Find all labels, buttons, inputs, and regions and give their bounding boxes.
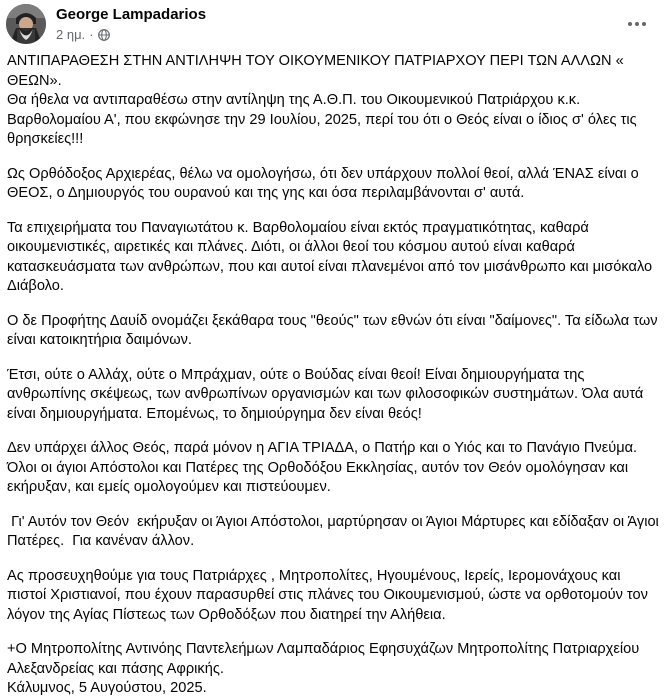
post-paragraph: Γι' Αυτόν τον Θεόν εκήρυξαν οι Άγιοι Απόστολοι, μαρτύρησαν οι Άγιοι Μάρτυρες και εδίδαξαν οι Άγιοι Πατέρες. Για κανέναν άλλον.	[7, 513, 663, 549]
post-paragraph: Δεν υπάρχει άλλος Θεός, παρά μόνον η ΑΓΙΑ ΤΡΙΑΔΑ, ο Πατήρ και ο Υιός και το Πανάγιο Πνεύμα.	[7, 440, 638, 456]
post-paragraph: Ας προσευχηθούμε για τους Πατριάρχες , Μητροπολίτες, Ηγουμένους, Ιερείς, Ιερομονάχους και πιστοί Χριστιανοί, που έχουν παρασυρθεί στις πλάνες του Οικουμενισμού, ώστε να ορθοτομούν τον λόγον της Αγίας Πίστεως των Ορθοδόξων που διατηρεί την Αλήθεια.	[7, 567, 648, 623]
post-title-line: ΑΝΤΙΠΑΡΑΘΕΣΗ ΣΤΗΝ ΑΝΤΙΛΗΨΗ ΤΟΥ ΟΙΚΟΥΜΕΝΙΚΟΥ ΠΑΤΡΙΑΡΧΟΥ ΠΕΡΙ ΤΩΝ ΑΛΛΩΝ « ΘΕΩΝ».	[7, 53, 624, 89]
post-body	[7, 52, 662, 699]
post-paragraph: Όλοι οι άγιοι Απόστολοι και Πατέρες της Ορθοδόξου Εκκλησίας, αυτόν τον Θεόν ομολόγησαν και εκήρυξαν, και εμείς ομολογούμεν και πιστεύουμεν.	[7, 459, 629, 495]
post-paragraph: Ως Ορθόδοξος Αρχιερέας, θέλω να ομολογήσω, ότι δεν υπάρχουν πολλοί θεοί, αλλά ΈΝΑΣ είναι ο ΘΕΟΣ, ο Δημιουργός του ουρανού και της γης και όσα περιλαμβάνονται σ' αυτά.	[7, 165, 639, 201]
author-avatar[interactable]	[6, 4, 46, 44]
post-signature: +Ο Μητροπολίτης Αντινόης Παντελεήμων Λαμπαδάριος Εφησυχάζων Μητροπολίτης Πατριαρχείου Αλεξανδρείας και πάσης Αφρικής.	[7, 641, 640, 677]
more-options-icon[interactable]	[622, 10, 652, 38]
post-time[interactable]: 2 ημ.	[56, 27, 86, 42]
globe-icon[interactable]	[98, 29, 110, 41]
post-paragraph: Έτσι, ούτε ο Αλλάχ, ούτε ο Μπράχμαν, ούτε ο Βούδας είναι θεοί! Είναι δημιουργήματα της ανθρωπίνης σκέψεως, των ανθρωπίνων οργανισμών και των φιλοσοφικών συστημάτων. Όλα αυτά είναι δημιουργήματα. Επομένως, το δημιούργημα δεν είναι θεός!	[7, 366, 644, 422]
post-header	[0, 0, 672, 52]
post-date-place: Κάλυμνος, 5 Αυγούστου, 2025.	[7, 680, 207, 696]
post-paragraph: Θα ήθελα να αντιπαραθέσω στην αντίληψη της Α.Θ.Π. του Οικουμενικού Πατριάρχου κ.κ. Βαρθολομαίου Α', που εκφώνησε την 29 Ιουλίου, 2025, περί του ότι ο Θεός είναι ο ίδιος σ' όλες τις θρησκείες!!!	[7, 92, 637, 147]
post-paragraph: Τα επιχειρήματα του Παναγιωτάτου κ. Βαρθολομαίου είναι εκτός πραγματικότητας, καθαρά οικουμενιστικές, αιρετικές και πλάνες. Διότι, οι άλλοι θεοί του κόσμου αυτού είναι καθαρά κατασκευάσματα των ανθρώπων, που και αυτοί είναι πλανεμένοι από τον μισάνθρωπο και μισόκαλο Διάβολο.	[7, 219, 653, 294]
avatar-image	[6, 4, 46, 44]
post-meta	[56, 27, 110, 42]
author-name[interactable]: George Lampadarios	[56, 6, 207, 23]
meta-separator: ·	[89, 27, 94, 42]
post-paragraph: Ο δε Προφήτης Δαυίδ ονομάζει ξεκάθαρα τους "θεούς" των εθνών ότι είναι "δαίμονες". Τα είδωλα των είναι κατοικητήρια δαιμόνων.	[7, 312, 658, 348]
